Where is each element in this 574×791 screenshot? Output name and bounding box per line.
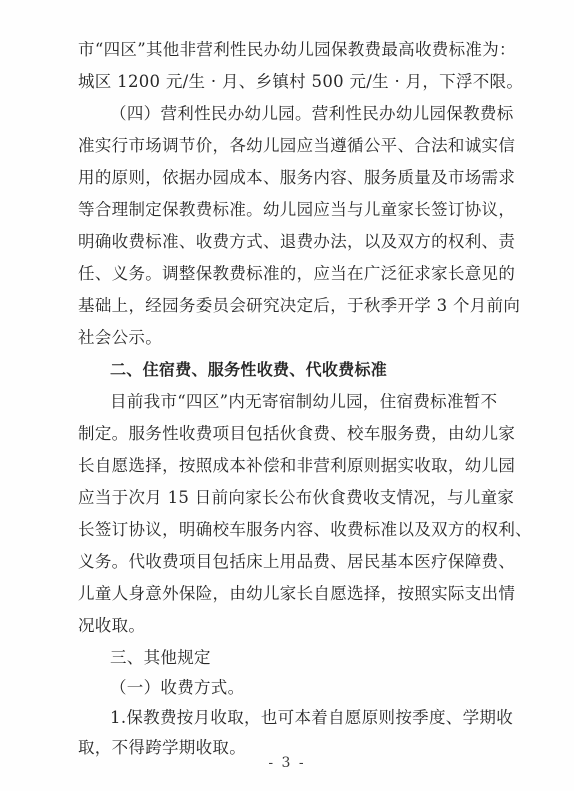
text-line: 应 当 于 次 月 1 5 日 前 向 家 长 公 布 伙 食 费 收 支 情 况 ， 与 儿 童 家 — [78, 488, 515, 507]
section-heading: 三、其他规定 — [110, 648, 211, 667]
text-line: 基 础 上 ， 经 园 务 委 员 会 研 究 决 定 后 ， 于 秋 季 开 学 3 个 月 前 向 — [78, 296, 521, 315]
section-heading: 二、住宿费、服务性收费、代收费标准 — [110, 360, 388, 379]
text-line: 取，不得跨学期收取。 — [78, 738, 246, 757]
text-line: 明 确 收 费 标 准 、 收 费 方 式 、 退 费 办 法 ， 以 及 双 方 的 权 利 、 责 — [78, 232, 516, 251]
text-line: 1 . 保 教 费 按 月 收 取 ， 也 可 本 着 自 愿 原 则 按 季 度 、 学 期 收 — [110, 708, 514, 727]
subsection-heading: （一）收费方式。 — [110, 678, 245, 697]
text-line: 用 的 原 则 ， 依 据 办 园 成 本 、 服 务 内 容 、 服 务 质 量 及 市 场 需 求 — [78, 168, 516, 187]
text-line: 任 、 义 务 。 调 整 保 教 费 标 准 的 ， 应 当 在 广 泛 征 求 家 长 意 见 的 — [78, 264, 516, 283]
text-line: 社会公示。 — [78, 328, 162, 347]
page-number: - 3 - — [268, 755, 306, 771]
text-line: （ 四 ） 营 利 性 民 办 幼 儿 园 。 营 利 性 民 办 幼 儿 园 保 教 费 标 — [110, 104, 514, 123]
text-line: 市 “ 四 区 ” 其 他 非 营 利 性 民 办 幼 儿 园 保 教 费 最 高 收 费 标 准 为 ： — [78, 40, 516, 59]
text-line: 长 自 愿 选 择 ， 按 照 成 本 补 偿 和 非 营 利 原 则 据 实 收 取 ， 幼 儿 园 — [78, 456, 516, 475]
text-line: 目 前 我 市 “ 四 区 ” 内 无 寄 宿 制 幼 儿 园 ， 住 宿 费 标 准 暂 不 — [110, 392, 498, 411]
text-line: 准 实 行 市 场 调 节 价 ， 各 幼 儿 园 应 当 遵 循 公 平 、 合 法 和 诚 实 信 — [78, 136, 516, 155]
text-line: 城区 1200 元/生 · 月、乡镇村 500 元/生 · 月，下浮不限。 — [78, 72, 524, 91]
text-line: 制 定 。 服 务 性 收 费 项 目 包 括 伙 食 费 、 校 车 服 务 费 ， 由 幼 儿 家 — [78, 424, 516, 443]
text-line: 等 合 理 制 定 保 教 费 标 准 。 幼 儿 园 应 当 与 儿 童 家 长 签 订 协 议 ， — [78, 200, 516, 219]
text-line: 儿 童 人 身 意 外 保 险 ， 由 幼 儿 家 长 自 愿 选 择 ， 按 照 实 际 支 出 情 — [78, 584, 516, 603]
text-line: 义 务 。 代 收 费 项 目 包 括 床 上 用 品 费 、 居 民 基 本 医 疗 保 障 费 、 — [78, 552, 516, 571]
text-line: 况收取。 — [78, 616, 146, 635]
text-line: 长 签 订 协 议 ， 明 确 校 车 服 务 内 容 、 收 费 标 准 以 及 双 方 的 权 利 、 — [78, 520, 532, 539]
